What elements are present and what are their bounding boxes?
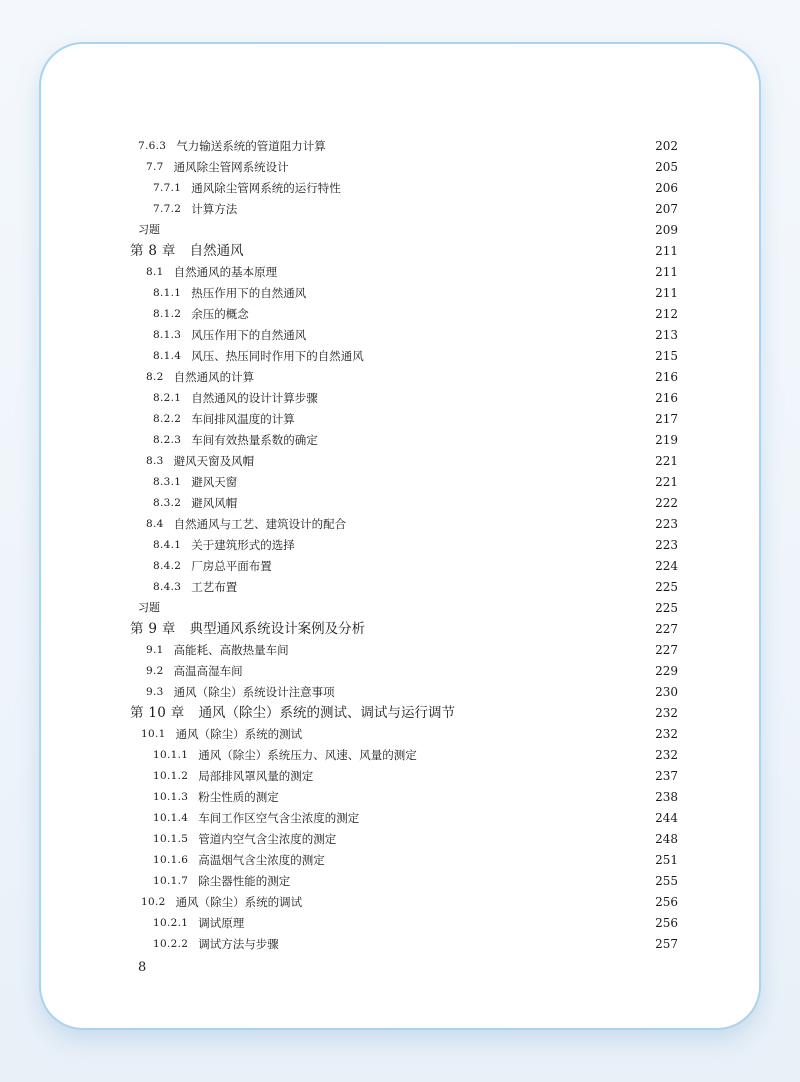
toc-entry-title: 车间工作区空气含尘浓度的测定 xyxy=(198,811,360,825)
toc-entry-page: 256 xyxy=(655,916,678,930)
toc-entry-number: 8.2.2 xyxy=(153,413,182,425)
leader-dots xyxy=(328,136,650,156)
toc-entry xyxy=(153,304,678,324)
leader-dots xyxy=(162,598,650,618)
toc-entry-title: 关于建筑形式的选择 xyxy=(191,538,295,552)
toc-entry-title: 风压、热压同时作用下的自然通风 xyxy=(191,349,364,363)
toc-entry xyxy=(153,388,678,408)
toc-entry-number: 10.2 xyxy=(141,896,166,908)
toc-entry-title: 自然通风的设计计算步骤 xyxy=(191,391,318,405)
leader-dots xyxy=(308,283,650,303)
toc-entry-page: 217 xyxy=(655,412,678,426)
toc-entry xyxy=(146,451,678,471)
toc-entry-title: 避风天窗及风帽 xyxy=(173,454,255,468)
toc-entry-title: 习题 xyxy=(138,601,160,614)
toc-entry-number: 第 10 章 xyxy=(130,705,185,721)
toc-entry-title: 粉尘性质的测定 xyxy=(198,790,279,804)
toc-entry xyxy=(153,577,678,597)
toc-entry-page: 202 xyxy=(655,139,678,153)
toc-entry xyxy=(153,283,678,303)
leader-dots xyxy=(457,703,650,723)
toc-entry-page: 209 xyxy=(655,223,678,237)
toc-entry-page: 230 xyxy=(655,685,678,699)
toc-entry-number: 10.2.2 xyxy=(153,938,189,950)
toc-entry-title: 通风（除尘）系统的调试 xyxy=(175,895,303,909)
toc-entry xyxy=(153,871,678,891)
toc-entry-page: 227 xyxy=(655,643,678,657)
leader-dots xyxy=(304,892,650,912)
toc-entry-title: 避风风帽 xyxy=(191,496,238,510)
toc-entry-page: 225 xyxy=(655,580,678,594)
toc-entry xyxy=(153,787,678,807)
leader-dots xyxy=(315,766,650,786)
toc-entry-number: 8.3.2 xyxy=(153,497,182,509)
leader-dots xyxy=(297,535,650,555)
toc-entry-number: 8.1.1 xyxy=(153,287,182,299)
toc-entry-page: 211 xyxy=(655,244,678,258)
toc-entry-title: 自然通风与工艺、建筑设计的配合 xyxy=(173,517,347,531)
toc-entry-title: 高能耗、高散热量车间 xyxy=(173,643,289,657)
leader-dots xyxy=(239,493,650,513)
toc-entry-page: 221 xyxy=(655,475,678,489)
toc-entry-title: 气力输送系统的管道阻力计算 xyxy=(176,139,326,153)
toc-entry xyxy=(153,535,678,555)
toc-entry-page: 232 xyxy=(655,748,678,762)
toc-entry-title: 通风除尘管网系统的运行特性 xyxy=(191,181,341,195)
toc-entry xyxy=(153,430,678,450)
toc-entry-page: 237 xyxy=(655,769,678,783)
leader-dots xyxy=(419,745,650,765)
leader-dots xyxy=(256,367,650,387)
leader-dots xyxy=(274,556,650,576)
toc-entry-title: 热压作用下的自然通风 xyxy=(191,286,307,300)
toc-entry-page: 257 xyxy=(655,937,678,951)
toc-entry-number: 8.4.3 xyxy=(153,581,182,593)
toc-entry-number: 7.7 xyxy=(146,161,164,173)
toc-entry-title: 自然通风的计算 xyxy=(173,370,255,384)
toc-entry-page: 227 xyxy=(655,622,678,636)
toc-entry-number: 10.1.6 xyxy=(153,854,189,866)
leader-dots xyxy=(327,850,650,870)
toc-entry-number: 8.2 xyxy=(146,371,164,383)
toc-entry-page: 251 xyxy=(655,853,678,867)
toc-entry-page: 216 xyxy=(655,370,678,384)
toc-entry xyxy=(153,766,678,786)
toc-entry-page: 256 xyxy=(655,895,678,909)
toc-entry-title: 除尘器性能的测定 xyxy=(198,874,291,888)
leader-dots xyxy=(304,724,650,744)
toc-entry-page: 248 xyxy=(655,832,678,846)
toc-entry-title: 典型通风系统设计案例及分析 xyxy=(189,621,366,637)
leader-dots xyxy=(246,241,650,261)
toc-entry-title: 余压的概念 xyxy=(191,307,249,321)
toc-entry xyxy=(153,808,678,828)
toc-entry-number: 10.1 xyxy=(141,728,166,740)
toc-entry-number: 第 8 章 xyxy=(130,243,176,259)
toc-entry-number: 8.3.1 xyxy=(153,476,182,488)
toc-entry-title: 工艺布置 xyxy=(191,580,238,594)
toc-entry-number: 9.3 xyxy=(146,686,164,698)
toc-entry xyxy=(153,409,678,429)
toc-entry xyxy=(153,472,678,492)
toc-entry-title: 风压作用下的自然通风 xyxy=(191,328,307,342)
toc-entry-number: 10.1.2 xyxy=(153,770,189,782)
toc-entry xyxy=(138,136,678,156)
toc-entry xyxy=(153,556,678,576)
leader-dots xyxy=(291,640,650,660)
toc-entry xyxy=(146,640,678,660)
toc-entry-number: 8.1.2 xyxy=(153,308,182,320)
leader-dots xyxy=(162,220,650,240)
toc-entry xyxy=(153,325,678,345)
toc-entry-title: 通风（除尘）系统的测试 xyxy=(175,727,303,741)
toc-entry-title: 管道内空气含尘浓度的测定 xyxy=(198,832,337,846)
leader-dots xyxy=(246,913,650,933)
toc-entry-title: 局部排风罩风量的测定 xyxy=(198,769,314,783)
leader-dots xyxy=(292,871,650,891)
toc-entry-page: 207 xyxy=(655,202,678,216)
toc-entry xyxy=(153,745,678,765)
toc-entry-title: 调试原理 xyxy=(198,916,245,930)
toc-entry-page: 216 xyxy=(655,391,678,405)
toc-entry-title: 厂房总平面布置 xyxy=(191,559,272,573)
toc-entry-title: 高温烟气含尘浓度的测定 xyxy=(198,853,325,867)
toc-entry xyxy=(146,514,678,534)
leader-dots xyxy=(343,178,650,198)
toc-entry-title: 通风（除尘）系统压力、风速、风量的测定 xyxy=(198,748,417,762)
toc-entry-number: 7.6.3 xyxy=(138,140,167,152)
toc-entry xyxy=(153,178,678,198)
toc-entry-number: 8.4.1 xyxy=(153,539,182,551)
toc-entry-page: 206 xyxy=(655,181,678,195)
toc-entry-title: 通风（除尘）系统设计注意事项 xyxy=(173,685,335,699)
toc-chapter xyxy=(130,241,678,261)
toc-entry-number: 10.1.1 xyxy=(153,749,189,761)
toc-entry-title: 高温高湿车间 xyxy=(173,664,243,678)
leader-dots xyxy=(239,199,650,219)
leader-dots xyxy=(239,577,650,597)
toc-entry xyxy=(146,661,678,681)
toc-entry xyxy=(146,262,678,282)
toc-entry-number: 8.3 xyxy=(146,455,164,467)
toc-entry-number: 8.4.2 xyxy=(153,560,182,572)
toc-entry-title: 习题 xyxy=(138,223,160,236)
toc-chapter xyxy=(130,703,678,723)
toc-entry-title: 自然通风 xyxy=(189,243,244,259)
toc-entry-number: 8.2.1 xyxy=(153,392,182,404)
leader-dots xyxy=(291,157,650,177)
toc-entry xyxy=(138,220,678,240)
leader-dots xyxy=(281,787,650,807)
toc-entry-page: 232 xyxy=(655,727,678,741)
toc-entry-number: 10.1.5 xyxy=(153,833,189,845)
toc-entry-page: 229 xyxy=(655,664,678,678)
toc-entry xyxy=(141,724,678,744)
toc-entry-page: 244 xyxy=(655,811,678,825)
toc-entry-number: 7.7.2 xyxy=(153,203,182,215)
toc-entry-title: 通风除尘管网系统设计 xyxy=(173,160,289,174)
leader-dots xyxy=(308,325,650,345)
toc-entry-number: 8.2.3 xyxy=(153,434,182,446)
toc-entry-page: 223 xyxy=(655,538,678,552)
toc-entry-number: 9.1 xyxy=(146,644,164,656)
toc-entry-number: 8.1 xyxy=(146,266,164,278)
leader-dots xyxy=(245,661,650,681)
toc-entry-title: 自然通风的基本原理 xyxy=(173,265,278,279)
leader-dots xyxy=(279,262,650,282)
leader-dots xyxy=(320,388,650,408)
toc-entry-number: 10.2.1 xyxy=(153,917,189,929)
toc-entry-number: 10.1.3 xyxy=(153,791,189,803)
toc-chapter xyxy=(130,619,678,639)
leader-dots xyxy=(239,472,650,492)
toc-entry-page: 225 xyxy=(655,601,678,615)
toc-entry xyxy=(153,346,678,366)
leader-dots xyxy=(256,451,650,471)
toc-entry-number: 第 9 章 xyxy=(130,621,176,637)
toc-entry-title: 车间排风温度的计算 xyxy=(191,412,295,426)
toc-entry-page: 232 xyxy=(655,706,678,720)
leader-dots xyxy=(361,808,650,828)
toc-entry-page: 212 xyxy=(655,307,678,321)
leader-dots xyxy=(297,409,650,429)
toc-entry-title: 调试方法与步骤 xyxy=(198,937,279,951)
toc-entry xyxy=(146,367,678,387)
toc-entry-number: 8.1.4 xyxy=(153,350,182,362)
leader-dots xyxy=(366,346,650,366)
toc-entry-number: 10.1.4 xyxy=(153,812,189,824)
toc-entry xyxy=(146,157,678,177)
leader-dots xyxy=(251,304,650,324)
leader-dots xyxy=(281,934,650,954)
toc-entry-page: 223 xyxy=(655,517,678,531)
toc-entry-title: 车间有效热量系数的确定 xyxy=(191,433,318,447)
toc-entry-number: 7.7.1 xyxy=(153,182,182,194)
leader-dots xyxy=(338,829,650,849)
toc-entry-number: 10.1.7 xyxy=(153,875,189,887)
toc-entry-title: 避风天窗 xyxy=(191,475,238,489)
toc-entry-number: 8.1.3 xyxy=(153,329,182,341)
toc-entry xyxy=(146,682,678,702)
toc-entry xyxy=(153,850,678,870)
toc-entry-page: 219 xyxy=(655,433,678,447)
toc-entry-page: 211 xyxy=(655,265,678,279)
toc-entry-title: 通风（除尘）系统的测试、调试与运行调节 xyxy=(198,705,456,721)
toc-entry xyxy=(141,892,678,912)
toc-entry xyxy=(153,829,678,849)
toc-entry-page: 238 xyxy=(655,790,678,804)
toc-entry-title: 计算方法 xyxy=(191,202,238,216)
toc-entry-page: 205 xyxy=(655,160,678,174)
toc-entry xyxy=(153,913,678,933)
leader-dots xyxy=(348,514,650,534)
toc-entry-number: 8.4 xyxy=(146,518,164,530)
toc-entry-page: 211 xyxy=(655,286,678,300)
toc-entry-page: 221 xyxy=(655,454,678,468)
toc-entry xyxy=(153,934,678,954)
toc-entry-page: 222 xyxy=(655,496,678,510)
toc-entry-page: 224 xyxy=(655,559,678,573)
toc-entry-page: 213 xyxy=(655,328,678,342)
page-number: 8 xyxy=(138,960,147,975)
toc-entry-number: 9.2 xyxy=(146,665,164,677)
toc-entry-page: 255 xyxy=(655,874,678,888)
toc-entry xyxy=(138,598,678,618)
toc-entry-page: 215 xyxy=(655,349,678,363)
toc-entry xyxy=(153,493,678,513)
leader-dots xyxy=(337,682,650,702)
leader-dots xyxy=(320,430,650,450)
leader-dots xyxy=(367,619,650,639)
toc-entry xyxy=(153,199,678,219)
